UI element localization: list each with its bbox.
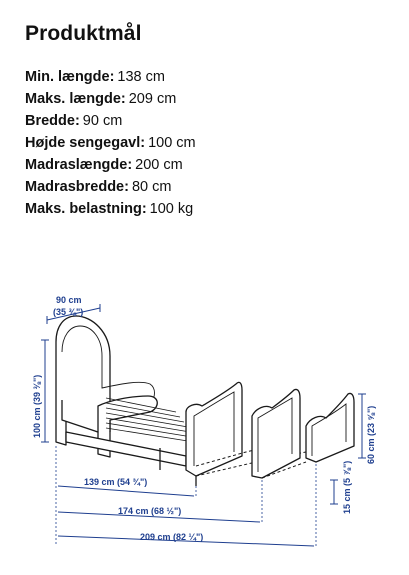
spec-value: 200 cm <box>135 157 183 173</box>
spec-label: Højde sengegavl: <box>25 135 146 151</box>
dim-length-mid: 174 cm (68 ½") <box>118 506 182 516</box>
spec-label: Madrasbredde: <box>25 179 129 195</box>
extension-footboard-2 <box>306 393 354 462</box>
dim-height-label-wrap <box>32 375 42 438</box>
spec-value: 90 cm <box>82 113 123 129</box>
spec-row-width <box>25 110 196 132</box>
dim-foot-label-wrap <box>366 406 376 464</box>
page-title: Produktmål <box>25 22 142 45</box>
bed-dimension-drawing <box>0 280 409 575</box>
bed-illustration <box>56 316 354 486</box>
extension-footboard-1 <box>252 389 300 478</box>
spec-label: Madraslængde: <box>25 157 133 173</box>
spec-value: 100 cm <box>148 135 196 151</box>
dim-len-min-line <box>58 486 194 496</box>
spec-label: Min. længde: <box>25 69 115 85</box>
dim-height: 100 cm (39 ⅜") <box>32 374 42 438</box>
spec-label: Maks. længde: <box>25 91 126 107</box>
spec-value: 100 kg <box>149 201 194 217</box>
side-rail <box>66 432 186 466</box>
dim-foot-height: 60 cm (23 ⅝") <box>366 405 376 464</box>
spec-row-min-length <box>25 66 196 88</box>
spec-value: 138 cm <box>117 69 165 85</box>
dim-width-in: (35 ⅜") <box>53 307 84 317</box>
spec-row-mattress-length <box>25 154 196 176</box>
spec-value: 209 cm <box>128 91 177 107</box>
spec-list <box>25 66 196 220</box>
dim-width-cm: 90 cm <box>56 295 82 305</box>
spec-value: 80 cm <box>131 179 172 195</box>
spec-row-mattress-width <box>25 176 196 198</box>
dim-length-min: 139 cm (54 ¾") <box>84 477 148 487</box>
dim-leg-height: 15 cm (5 ⅞") <box>342 460 352 514</box>
spec-label: Bredde: <box>25 113 80 129</box>
spec-label: Maks. belastning: <box>25 201 147 217</box>
dim-leg-label-wrap <box>342 461 352 514</box>
spec-row-max-load <box>25 198 196 220</box>
dim-length-max: 209 cm (82 ¼") <box>140 532 204 542</box>
spec-row-headboard-height <box>25 132 196 154</box>
spec-row-max-length <box>25 88 196 110</box>
